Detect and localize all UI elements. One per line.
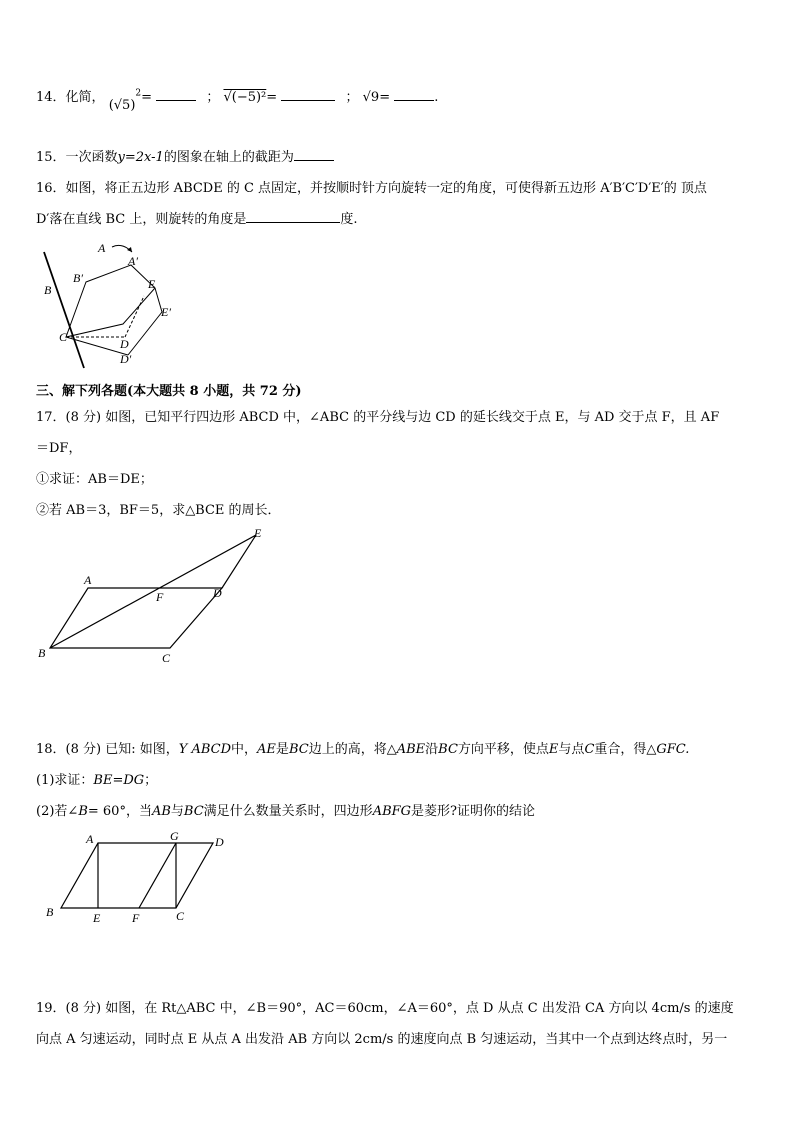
- q16-blank[interactable]: [246, 212, 340, 223]
- q15-blank[interactable]: [294, 150, 334, 161]
- q18-label-e: E: [93, 911, 101, 925]
- q15-text-a: 15．一次函数: [36, 150, 118, 165]
- q18-parallelogram-figure: [38, 828, 238, 928]
- q18-p2g: 满足什么数量关系时，四边形: [203, 804, 373, 819]
- q18-t5: 是: [275, 742, 289, 757]
- q14-blank-3[interactable]: [394, 90, 434, 101]
- q18-t7: 边上的高，将: [308, 742, 387, 757]
- q18-p1a: (1)求证：: [36, 773, 94, 788]
- q18-line1: [36, 738, 689, 757]
- q16-line2b: 度.: [340, 212, 358, 227]
- q18-parallelogram: [61, 843, 213, 908]
- question-14: [36, 86, 439, 113]
- q18-p2d: AB: [151, 804, 171, 819]
- q16-label-c: C: [59, 330, 68, 344]
- q14-blank-2[interactable]: [281, 90, 335, 101]
- q18-p2i: 是菱形?证明你的结论: [411, 804, 536, 819]
- q18-p2b: B: [78, 804, 88, 819]
- q17-line1: 17．(8 分) 如图，已知平行四边形 ABCD 中，∠ABC 的平分线与边 CD 的延长线交于点 E，与 AD 交于点 F，且 AF: [36, 410, 720, 425]
- q18-t12: E: [548, 742, 559, 757]
- q16-line2: [36, 208, 358, 227]
- q18-t10: BC: [438, 742, 458, 757]
- q16-label-b: B: [44, 283, 52, 297]
- q17-label-f: F: [156, 590, 164, 604]
- q18-t4: AE: [257, 742, 276, 757]
- q16-label-e1: E′: [161, 305, 171, 319]
- q17-label-b: B: [38, 646, 46, 660]
- q14-expr1: (√5): [108, 98, 136, 113]
- q14-expr2: √(−5)²: [223, 90, 267, 105]
- q18-t1: 18．(8 分) 已知: 如图，: [36, 742, 179, 757]
- q17-label-c: C: [162, 651, 171, 665]
- q18-label-b: B: [46, 905, 54, 919]
- q17-label-e: E: [254, 526, 262, 540]
- q14-expr3: √9: [362, 90, 380, 105]
- q16-line2a: D′落在直线 BC 上，则旋转的角度是: [36, 212, 247, 227]
- q18-t15: 重合，得: [594, 742, 647, 757]
- q18-t13: 与点: [558, 742, 585, 757]
- q17-line2: ＝DF，: [36, 441, 82, 456]
- q19-line2: 向点 A 匀速运动，同时点 E 从点 A 出发沿 AB 方向以 2cm/s 的速度向点 B 匀速运动，当其中一个点到达终点时，另一: [36, 1032, 728, 1047]
- q16-pentagon-figure: [36, 238, 186, 376]
- q18-p2c: = 60°，当: [87, 804, 152, 819]
- q18-part1: [36, 769, 157, 788]
- q17-extension-de: [222, 535, 256, 588]
- q16-label-a: A: [98, 241, 106, 255]
- q19-line1: 19．(8 分) 如图，在 Rt△ABC 中，∠B＝90°，AC＝60cm，∠A＝60°，点 D 从点 C 出发沿 CA 方向以 4cm/s 的速度: [36, 1001, 734, 1016]
- q18-t9: 沿: [425, 742, 439, 757]
- q15-func: y=2x-1: [117, 150, 164, 165]
- q18-t14: C: [584, 742, 595, 757]
- q16-edge-cd1: [66, 337, 128, 355]
- q14-eq1: =: [141, 90, 153, 105]
- q14-number: 14．化简，: [36, 90, 105, 105]
- q18-t6: BC: [288, 742, 309, 757]
- q18-label-d: D: [215, 835, 224, 849]
- q18-segment-gf: [139, 843, 176, 908]
- q18-label-f: F: [132, 911, 140, 925]
- q14-sep2: ；: [345, 90, 359, 105]
- q17-label-a: A: [84, 573, 92, 587]
- q18-p2h: ABFG: [372, 804, 412, 819]
- q16-label-d1: D′: [120, 352, 132, 366]
- question-15: [36, 146, 334, 165]
- q18-t2: Y ABCD: [178, 742, 232, 757]
- q16-label-d: D: [120, 337, 129, 351]
- q16-label-a1: A′: [128, 254, 138, 268]
- q17-bisector-be: [50, 535, 256, 648]
- q16-line-bc: [44, 252, 84, 368]
- q14-sep1: ；: [206, 90, 220, 105]
- q14-sup1: 2: [135, 88, 142, 99]
- q14-blank-1[interactable]: [156, 90, 196, 101]
- q14-eq3: =: [379, 90, 391, 105]
- q18-p2a: (2)若∠: [36, 804, 79, 819]
- q18-t16: △GFC.: [646, 742, 690, 757]
- q14-eq2: =: [266, 90, 278, 105]
- q14-end: .: [434, 90, 439, 105]
- q18-label-g: G: [170, 829, 179, 843]
- q16-dashed-de: [125, 296, 144, 337]
- q16-line1: 16．如图，将正五边形 ABCDE 的 C 点固定，并按顺时针方向旋转一定的角度，可使得新五边形 A′B′C′D′E′的 顶点: [36, 181, 707, 196]
- q18-label-a: A: [86, 832, 94, 846]
- q16-label-e: E: [148, 277, 156, 291]
- q18-label-c: C: [176, 909, 185, 923]
- q17-parallelogram-figure: [30, 522, 270, 672]
- q17-label-d: D: [213, 586, 222, 600]
- q18-p2e: 与: [170, 804, 184, 819]
- q18-p1b: BE=DG: [93, 773, 145, 788]
- q17-part2: ②若 AB＝3，BF＝5，求△BCE 的周长．: [36, 503, 281, 518]
- q15-text-b: 的图象在轴上的截距为: [163, 150, 294, 165]
- q17-part1: ①求证：AB＝DE；: [36, 472, 153, 487]
- section-3-heading: 三、解下列各题(本大题共 8 小题，共 72 分): [36, 384, 302, 399]
- q18-p2f: BC: [183, 804, 204, 819]
- q18-t11: 方向平移，使点: [457, 742, 549, 757]
- q18-t3: 中，: [231, 742, 258, 757]
- q18-part2: [36, 800, 535, 819]
- q18-p1c: ；: [144, 773, 158, 788]
- q18-t8: △ABE: [386, 742, 426, 757]
- q16-label-b1: B′: [73, 271, 83, 285]
- q16-arrow-head: [127, 247, 132, 252]
- q17-parallelogram: [50, 588, 222, 648]
